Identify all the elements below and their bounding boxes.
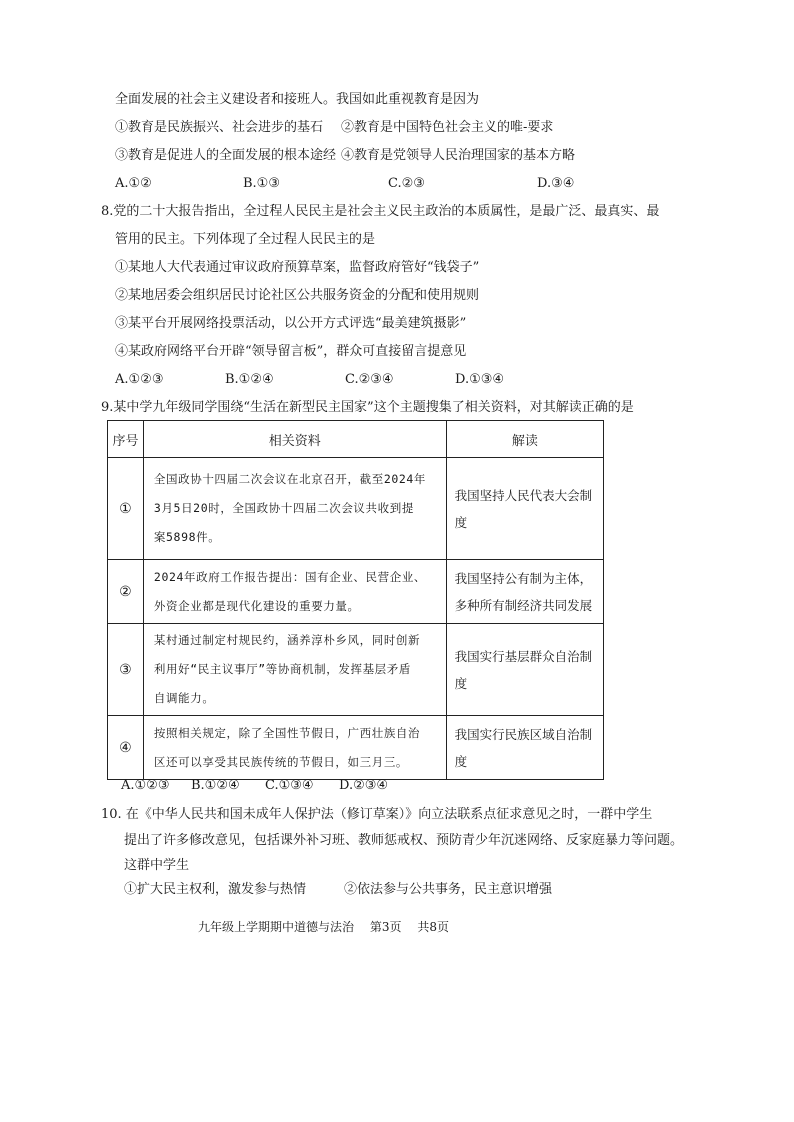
- row-interpretation: [446, 716, 603, 780]
- material-line: 某村通过制定村规民约，涵养淳朴乡风，同时创新: [153, 633, 421, 647]
- q8-stem-line1: 8.党的二十大报告指出，全过程人民民主是社会主义民主政治的本质属性，是最广泛、最真实、最: [101, 204, 660, 219]
- footer-total-pages: 共8页: [417, 920, 449, 934]
- table-row: [108, 560, 604, 624]
- material-line: 区还可以享受其民族传统的节假日，如三月三。: [153, 754, 409, 769]
- q7-option-b[interactable]: B.①③: [243, 176, 280, 191]
- material-line: 2024年政府工作报告提出：国有企业、民营企业、: [153, 569, 427, 584]
- row-material: [143, 624, 446, 716]
- q8-option-a[interactable]: A.①②③: [115, 372, 164, 387]
- row-interpretation: [446, 560, 603, 624]
- q7-option-c[interactable]: C.②③: [388, 176, 425, 191]
- table-header-row: [108, 421, 604, 458]
- table-row: [108, 458, 604, 560]
- q10-statement-1: ①扩大民主权利，激发参与热情: [124, 882, 307, 897]
- page-footer: [198, 918, 461, 935]
- interpretation-line: 度: [454, 514, 468, 530]
- material-line: 自调能力。: [153, 691, 215, 705]
- interpretation-line: 我国坚持公有制为主体，: [454, 570, 593, 586]
- interpretation-line: 度: [454, 675, 468, 691]
- row-number: ③: [108, 624, 144, 716]
- row-number: ②: [108, 560, 144, 624]
- material-line: 利用好“民主议事厅”等协商机制，发挥基层矛盾: [153, 662, 411, 676]
- q7-statement-2: ②教育是中国特色社会主义的唯-要求: [341, 120, 554, 135]
- interpretation-line: 度: [454, 753, 468, 769]
- q10-stem-line3: 这群中学生: [124, 858, 190, 873]
- q7-stem: 全面发展的社会主义建设者和接班人。我国如此重视教育是因为: [115, 92, 480, 107]
- q10-stem-line2: 提出了许多修改意见，包括课外补习班、教师惩戒权、预防青少年沉迷网络、反家庭暴力等问题。: [124, 833, 684, 848]
- q8-statement-3: ③某平台开展网络投票活动，以公开方式评选“最美建筑摄影”: [115, 316, 467, 331]
- q9-stem: 9.某中学九年级同学围绕“生活在新型民主国家”这个主题搜集了相关资料，对其解读正确的是: [101, 400, 634, 415]
- q8-option-b[interactable]: B.①②④: [225, 372, 274, 387]
- row-number: ④: [108, 716, 144, 780]
- row-interpretation: [446, 624, 603, 716]
- table-row: [108, 624, 604, 716]
- footer-subject: 九年级上学期期中道德与法治: [198, 920, 355, 934]
- material-line: 全国政协十四届二次会议在北京召开，截至2024年: [153, 472, 427, 486]
- footer-page-number: 第3页: [369, 920, 402, 934]
- interpretation-line: 我国坚持人民代表大会制: [454, 487, 593, 503]
- q10-stem-line1: 10. 在《中华人民共和国未成年人保护法（修订草案）》向立法联系点征求意见之时，一群中学生: [101, 807, 653, 822]
- q9-option-d[interactable]: D.②③④: [339, 778, 389, 793]
- row-material: [143, 458, 446, 560]
- q7-option-d[interactable]: D.③④: [537, 176, 575, 191]
- interpretation-line: 我国实行民族区域自治制: [454, 726, 593, 742]
- header-material: 相关资料: [143, 421, 446, 458]
- row-interpretation: [446, 458, 603, 560]
- q8-option-c[interactable]: C.②③④: [345, 372, 394, 387]
- q10-statement-2: ②依法参与公共事务，民主意识增强: [344, 882, 553, 897]
- q8-option-d[interactable]: D.①③④: [455, 372, 505, 387]
- q9-materials-table: [107, 420, 604, 780]
- interpretation-line: 我国实行基层群众自治制: [454, 648, 593, 664]
- row-material: [143, 716, 446, 780]
- q7-statement-3: ③教育是促进人的全面发展的根本途经: [115, 148, 337, 163]
- row-number: ①: [108, 458, 144, 560]
- row-material: [143, 560, 446, 624]
- material-line: 3月5日20时，全国政协十四届二次会议共收到提: [153, 501, 414, 515]
- q8-stem-line2: 管用的民主。下列体现了全过程人民民主的是: [115, 232, 376, 247]
- q9-option-c[interactable]: C.①③④: [265, 778, 314, 793]
- header-number: 序号: [108, 421, 144, 458]
- q7-option-a[interactable]: A.①②: [115, 176, 152, 191]
- header-interpretation: 解读: [446, 421, 603, 458]
- material-line: 案5898件。: [153, 530, 221, 544]
- q7-statement-1: ①教育是民族振兴、社会进步的基石: [115, 120, 324, 135]
- q8-statement-1: ①某地人大代表通过审议政府预算草案，监督政府管好“钱袋子”: [115, 260, 480, 275]
- material-line: 外资企业都是现代化建设的重要力量。: [153, 598, 360, 613]
- q7-statement-4: ④教育是党领导人民治理国家的基本方略: [341, 148, 576, 163]
- q9-option-a[interactable]: A.①②③: [121, 778, 170, 793]
- q8-statement-2: ②某地居委会组织居民讨论社区公共服务资金的分配和使用规则: [115, 288, 480, 303]
- material-line: 按照相关规定，除了全国性节假日，广西壮族自治: [153, 725, 421, 740]
- q8-statement-4: ④某政府网络平台开辟“领导留言板”，群众可直接留言提意见: [115, 344, 467, 359]
- q9-option-b[interactable]: B.①②④: [191, 778, 240, 793]
- table-row: [108, 716, 604, 780]
- interpretation-line: 多种所有制经济共同发展: [454, 597, 593, 613]
